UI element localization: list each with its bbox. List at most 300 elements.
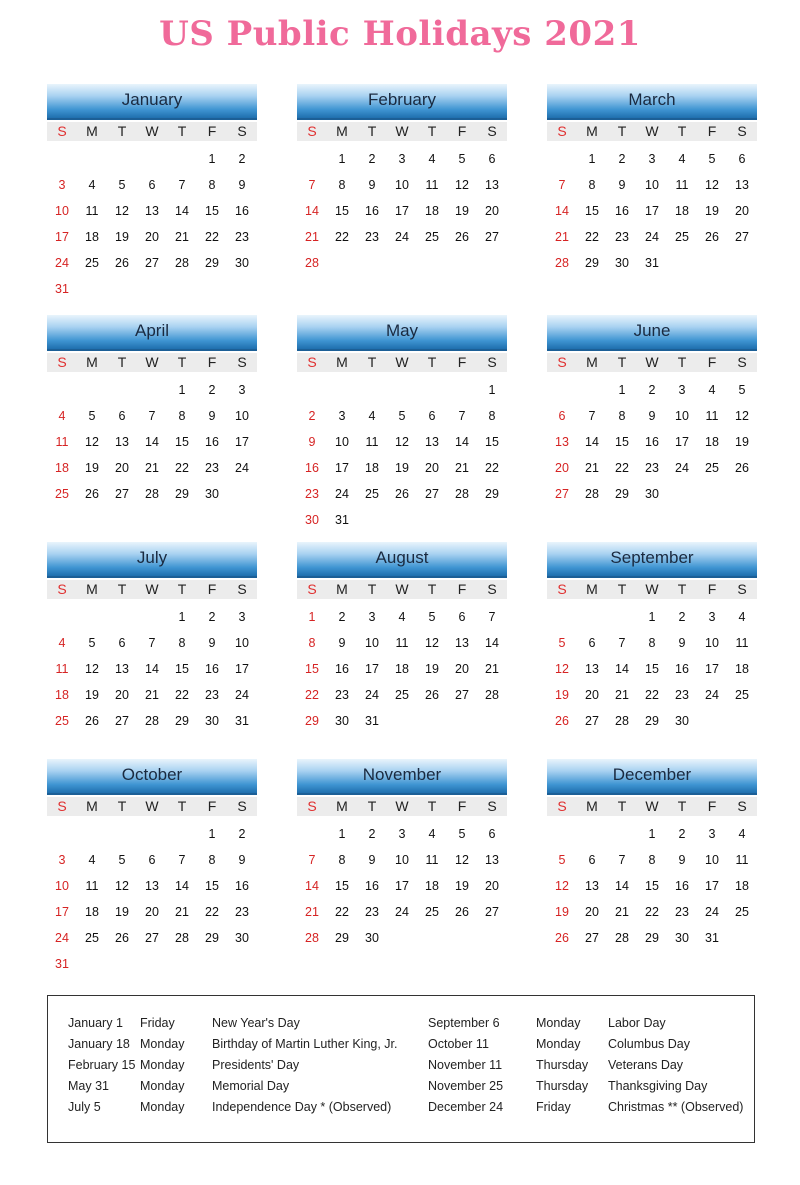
- weekday-label: T: [177, 123, 187, 139]
- holiday-name: Memorial Day: [212, 1079, 290, 1093]
- day-cell: 28: [485, 688, 499, 702]
- day-cell: 1: [588, 152, 596, 166]
- day-cell: [387, 377, 417, 403]
- day-cell: 21: [145, 461, 159, 475]
- weekday-label: W: [645, 354, 659, 370]
- day-cell: 2: [208, 610, 216, 624]
- day-cell: 4: [428, 152, 436, 166]
- day-cell: 26: [115, 256, 129, 270]
- day-cell: 13: [425, 435, 439, 449]
- weekday-label: F: [707, 798, 717, 814]
- day-cell: 11: [705, 409, 719, 423]
- day-cell: 18: [425, 879, 439, 893]
- weekday-label: T: [367, 123, 377, 139]
- weekday-label: M: [336, 581, 348, 597]
- day-cell: 1: [208, 827, 216, 841]
- day-cell: 6: [488, 152, 496, 166]
- weekday-label: M: [86, 581, 98, 597]
- day-cell: [417, 708, 447, 734]
- day-cell: 8: [178, 636, 186, 650]
- day-cell: 18: [675, 204, 689, 218]
- day-cell: 4: [738, 610, 746, 624]
- week-row: [47, 198, 257, 224]
- weekday-label: S: [237, 581, 247, 597]
- day-cell: 25: [735, 905, 749, 919]
- day-cell: 9: [678, 853, 686, 867]
- weekday-label: T: [427, 798, 437, 814]
- week-row: [547, 821, 757, 847]
- day-cell: 19: [705, 204, 719, 218]
- day-cell: 26: [85, 714, 99, 728]
- day-cell: 7: [488, 610, 496, 624]
- day-cell: 26: [555, 714, 569, 728]
- day-cell: 20: [115, 461, 129, 475]
- week-row: [47, 172, 257, 198]
- day-cell: 22: [615, 461, 629, 475]
- day-cell: [137, 951, 167, 977]
- weekday-label: W: [145, 798, 159, 814]
- day-cell: 14: [175, 204, 189, 218]
- holiday-date: February 15: [68, 1058, 136, 1072]
- day-cell: [167, 146, 197, 172]
- day-cell: [197, 951, 227, 977]
- month-january: [47, 84, 257, 302]
- day-cell: 11: [675, 178, 689, 192]
- day-cell: 26: [705, 230, 719, 244]
- day-cell: 26: [395, 487, 409, 501]
- day-cell: 11: [55, 662, 69, 676]
- day-cell: 22: [205, 230, 219, 244]
- day-cell: 3: [678, 383, 686, 397]
- day-cell: [107, 276, 137, 302]
- day-cell: [227, 951, 257, 977]
- day-cell: 29: [645, 931, 659, 945]
- day-cell: [547, 377, 577, 403]
- week-row: [547, 481, 757, 507]
- weekday-label: T: [617, 354, 627, 370]
- holiday-weekday: Thursday: [536, 1079, 589, 1093]
- day-cell: 10: [395, 853, 409, 867]
- day-cell: 29: [485, 487, 499, 501]
- weekday-header-row: [47, 580, 257, 599]
- day-cell: [727, 481, 757, 507]
- day-cell: 4: [428, 827, 436, 841]
- weekday-label: S: [57, 123, 67, 139]
- holiday-name: Veterans Day: [608, 1058, 684, 1072]
- day-cell: 3: [58, 853, 66, 867]
- day-cell: 22: [645, 905, 659, 919]
- day-cell: 22: [485, 461, 499, 475]
- day-cell: 16: [235, 204, 249, 218]
- day-cell: 23: [335, 688, 349, 702]
- day-cell: 18: [85, 905, 99, 919]
- weekday-label: M: [586, 798, 598, 814]
- day-cell: 13: [145, 204, 159, 218]
- day-cell: 10: [645, 178, 659, 192]
- day-cell: 14: [145, 435, 159, 449]
- day-cell: 20: [425, 461, 439, 475]
- day-cell: 2: [618, 152, 626, 166]
- holiday-weekday: Monday: [536, 1016, 581, 1030]
- day-cell: 15: [205, 204, 219, 218]
- day-cell: 25: [675, 230, 689, 244]
- day-cell: 23: [365, 905, 379, 919]
- holiday-name: Christmas ** (Observed): [608, 1100, 744, 1114]
- day-cell: 31: [55, 282, 69, 296]
- weekday-label: S: [737, 354, 747, 370]
- day-cell: [107, 604, 137, 630]
- day-cell: 8: [648, 853, 656, 867]
- weekday-label: T: [677, 123, 687, 139]
- day-cell: 10: [235, 409, 249, 423]
- day-cell: 23: [235, 905, 249, 919]
- day-cell: 8: [488, 409, 496, 423]
- day-cell: 28: [615, 714, 629, 728]
- day-cell: [357, 507, 387, 533]
- day-cell: 20: [145, 905, 159, 919]
- weekday-header-row: [547, 122, 757, 141]
- week-row: [297, 481, 507, 507]
- month-header: March: [547, 84, 757, 120]
- day-cell: 23: [675, 688, 689, 702]
- day-cell: 23: [615, 230, 629, 244]
- day-cell: 7: [178, 178, 186, 192]
- day-cell: 19: [85, 688, 99, 702]
- week-row: [547, 604, 757, 630]
- page-title: US Public Holidays 2021: [159, 14, 641, 54]
- day-cell: [477, 507, 507, 533]
- day-cell: 27: [585, 714, 599, 728]
- week-row: [47, 276, 257, 302]
- day-cell: 30: [615, 256, 629, 270]
- weekday-label: S: [557, 581, 567, 597]
- day-cell: 28: [305, 931, 319, 945]
- day-cell: 16: [335, 662, 349, 676]
- day-cell: 23: [205, 461, 219, 475]
- day-cell: [137, 604, 167, 630]
- week-row: [547, 708, 757, 734]
- day-cell: 11: [85, 879, 99, 893]
- week-row: [47, 821, 257, 847]
- day-cell: 1: [178, 610, 186, 624]
- day-cell: 17: [395, 879, 409, 893]
- holiday-weekday: Monday: [140, 1037, 185, 1051]
- day-cell: 23: [235, 230, 249, 244]
- weekday-label: T: [177, 354, 187, 370]
- week-row: [547, 899, 757, 925]
- week-row: [47, 377, 257, 403]
- day-cell: 18: [395, 662, 409, 676]
- day-cell: 4: [58, 409, 66, 423]
- month-header: February: [297, 84, 507, 120]
- holiday-weekday: Monday: [140, 1079, 185, 1093]
- day-cell: 5: [118, 178, 126, 192]
- weekday-label: T: [677, 354, 687, 370]
- day-cell: 13: [485, 178, 499, 192]
- day-cell: 23: [645, 461, 659, 475]
- holiday-weekday: Friday: [536, 1100, 571, 1114]
- weekday-label: S: [307, 798, 317, 814]
- day-cell: 24: [335, 487, 349, 501]
- day-cell: 9: [678, 636, 686, 650]
- day-cell: 8: [208, 853, 216, 867]
- holiday-weekday: Monday: [536, 1037, 581, 1051]
- day-cell: 2: [238, 152, 246, 166]
- day-cell: 24: [55, 256, 69, 270]
- day-cell: 6: [118, 409, 126, 423]
- day-cell: 27: [485, 230, 499, 244]
- day-cell: [447, 250, 477, 276]
- week-row: [547, 455, 757, 481]
- weekday-label: M: [86, 798, 98, 814]
- week-row: [47, 604, 257, 630]
- day-cell: 16: [365, 204, 379, 218]
- day-cell: 16: [205, 662, 219, 676]
- day-cell: 8: [338, 178, 346, 192]
- day-cell: 6: [118, 636, 126, 650]
- month-february: [297, 84, 507, 276]
- week-row: [547, 377, 757, 403]
- weekday-label: S: [57, 798, 67, 814]
- week-row: [297, 403, 507, 429]
- day-cell: [77, 276, 107, 302]
- holiday-name: Columbus Day: [608, 1037, 690, 1051]
- weekday-label: T: [427, 123, 437, 139]
- day-cell: [137, 146, 167, 172]
- weekday-label: M: [336, 798, 348, 814]
- day-cell: 31: [235, 714, 249, 728]
- weekday-header-row: [47, 122, 257, 141]
- day-cell: 6: [488, 827, 496, 841]
- day-cell: 4: [678, 152, 686, 166]
- day-cell: 3: [648, 152, 656, 166]
- day-cell: 25: [55, 487, 69, 501]
- weekday-label: W: [145, 581, 159, 597]
- day-cell: 22: [305, 688, 319, 702]
- week-row: [47, 250, 257, 276]
- day-cell: 28: [145, 487, 159, 501]
- day-cell: 3: [338, 409, 346, 423]
- day-cell: 5: [458, 827, 466, 841]
- day-cell: [577, 821, 607, 847]
- day-cell: 17: [55, 905, 69, 919]
- day-cell: 3: [708, 827, 716, 841]
- weekday-label: S: [557, 123, 567, 139]
- week-row: [297, 377, 507, 403]
- month-april: [47, 315, 257, 507]
- week-row: [297, 847, 507, 873]
- day-cell: 2: [678, 610, 686, 624]
- day-cell: 26: [85, 487, 99, 501]
- week-row: [47, 630, 257, 656]
- day-cell: 16: [615, 204, 629, 218]
- day-cell: 26: [455, 230, 469, 244]
- day-cell: 29: [305, 714, 319, 728]
- day-cell: [607, 821, 637, 847]
- holiday-legend: [47, 995, 755, 1143]
- day-cell: [547, 821, 577, 847]
- weekday-label: S: [57, 581, 67, 597]
- weekday-header-row: [47, 353, 257, 372]
- day-cell: 17: [675, 435, 689, 449]
- day-cell: 26: [735, 461, 749, 475]
- week-row: [297, 656, 507, 682]
- day-cell: 21: [455, 461, 469, 475]
- day-cell: 12: [455, 853, 469, 867]
- day-cell: 2: [648, 383, 656, 397]
- day-cell: 25: [735, 688, 749, 702]
- day-cell: 16: [205, 435, 219, 449]
- day-cell: [477, 925, 507, 951]
- day-cell: 19: [555, 688, 569, 702]
- day-cell: [357, 377, 387, 403]
- holiday-date: November 25: [428, 1079, 504, 1093]
- weekday-label: S: [237, 354, 247, 370]
- day-cell: 11: [55, 435, 69, 449]
- day-cell: 17: [645, 204, 659, 218]
- day-cell: 29: [175, 487, 189, 501]
- day-cell: 18: [85, 230, 99, 244]
- day-cell: 7: [618, 636, 626, 650]
- day-cell: 28: [555, 256, 569, 270]
- day-cell: 20: [735, 204, 749, 218]
- day-cell: 30: [205, 714, 219, 728]
- day-cell: [77, 951, 107, 977]
- week-row: [47, 403, 257, 429]
- day-cell: 5: [458, 152, 466, 166]
- weekday-header-row: [547, 580, 757, 599]
- day-cell: 24: [395, 230, 409, 244]
- day-cell: 14: [145, 662, 159, 676]
- day-cell: 29: [585, 256, 599, 270]
- day-cell: [297, 821, 327, 847]
- weekday-header-row: [47, 797, 257, 816]
- week-row: [47, 656, 257, 682]
- day-cell: 15: [335, 879, 349, 893]
- weekday-label: T: [117, 354, 127, 370]
- holiday-name: Presidents' Day: [212, 1058, 300, 1072]
- day-cell: 7: [308, 853, 316, 867]
- day-cell: 27: [555, 487, 569, 501]
- holiday-date: November 11: [428, 1058, 503, 1072]
- day-cell: 24: [235, 461, 249, 475]
- day-cell: [667, 250, 697, 276]
- week-row: [47, 708, 257, 734]
- day-cell: [697, 481, 727, 507]
- day-cell: 6: [588, 853, 596, 867]
- day-cell: [137, 276, 167, 302]
- weekday-label: T: [117, 123, 127, 139]
- day-cell: 9: [238, 853, 246, 867]
- day-cell: 17: [705, 662, 719, 676]
- day-cell: 27: [145, 931, 159, 945]
- day-cell: 25: [705, 461, 719, 475]
- week-row: [297, 925, 507, 951]
- month-september: [547, 542, 757, 734]
- day-cell: [167, 821, 197, 847]
- day-cell: [547, 146, 577, 172]
- week-row: [547, 198, 757, 224]
- day-cell: 23: [205, 688, 219, 702]
- week-row: [47, 429, 257, 455]
- day-cell: 5: [558, 853, 566, 867]
- day-cell: 9: [238, 178, 246, 192]
- day-cell: 14: [175, 879, 189, 893]
- day-cell: 13: [145, 879, 159, 893]
- day-cell: 19: [85, 461, 99, 475]
- holiday-date: May 31: [68, 1079, 109, 1093]
- day-cell: 2: [368, 827, 376, 841]
- weekday-label: S: [237, 798, 247, 814]
- day-cell: [327, 250, 357, 276]
- day-cell: 10: [55, 204, 69, 218]
- day-cell: 2: [308, 409, 316, 423]
- week-row: [547, 403, 757, 429]
- day-cell: 5: [428, 610, 436, 624]
- day-cell: [697, 708, 727, 734]
- day-cell: 13: [485, 853, 499, 867]
- day-cell: [387, 925, 417, 951]
- day-cell: 7: [308, 178, 316, 192]
- day-cell: [577, 377, 607, 403]
- day-cell: 31: [705, 931, 719, 945]
- day-cell: 30: [235, 931, 249, 945]
- day-cell: 8: [208, 178, 216, 192]
- day-cell: 4: [708, 383, 716, 397]
- weekday-label: T: [367, 798, 377, 814]
- day-cell: 16: [365, 879, 379, 893]
- day-cell: 8: [648, 636, 656, 650]
- day-cell: 20: [585, 905, 599, 919]
- day-cell: 15: [305, 662, 319, 676]
- day-cell: 28: [145, 714, 159, 728]
- day-cell: 10: [395, 178, 409, 192]
- day-cell: [327, 377, 357, 403]
- day-cell: [387, 507, 417, 533]
- weekday-label: S: [487, 581, 497, 597]
- weekday-label: T: [427, 354, 437, 370]
- day-cell: 10: [335, 435, 349, 449]
- day-cell: 1: [618, 383, 626, 397]
- month-june: [547, 315, 757, 507]
- day-cell: 25: [85, 256, 99, 270]
- day-cell: [137, 821, 167, 847]
- day-cell: 15: [205, 879, 219, 893]
- holiday-date: January 18: [68, 1037, 130, 1051]
- day-cell: 29: [205, 256, 219, 270]
- day-cell: 12: [555, 879, 569, 893]
- weekday-label: S: [57, 354, 67, 370]
- day-cell: [47, 146, 77, 172]
- day-cell: 10: [705, 853, 719, 867]
- weekday-label: S: [557, 798, 567, 814]
- week-row: [297, 604, 507, 630]
- day-cell: 11: [425, 178, 439, 192]
- day-cell: 22: [585, 230, 599, 244]
- day-cell: 30: [675, 714, 689, 728]
- month-may: [297, 315, 507, 533]
- week-row: [47, 847, 257, 873]
- month-header: May: [297, 315, 507, 351]
- week-row: [297, 250, 507, 276]
- week-row: [297, 682, 507, 708]
- day-cell: 29: [615, 487, 629, 501]
- month-header: June: [547, 315, 757, 351]
- weekday-label: F: [457, 581, 467, 597]
- day-cell: 30: [675, 931, 689, 945]
- weekday-label: W: [645, 581, 659, 597]
- day-cell: 3: [238, 610, 246, 624]
